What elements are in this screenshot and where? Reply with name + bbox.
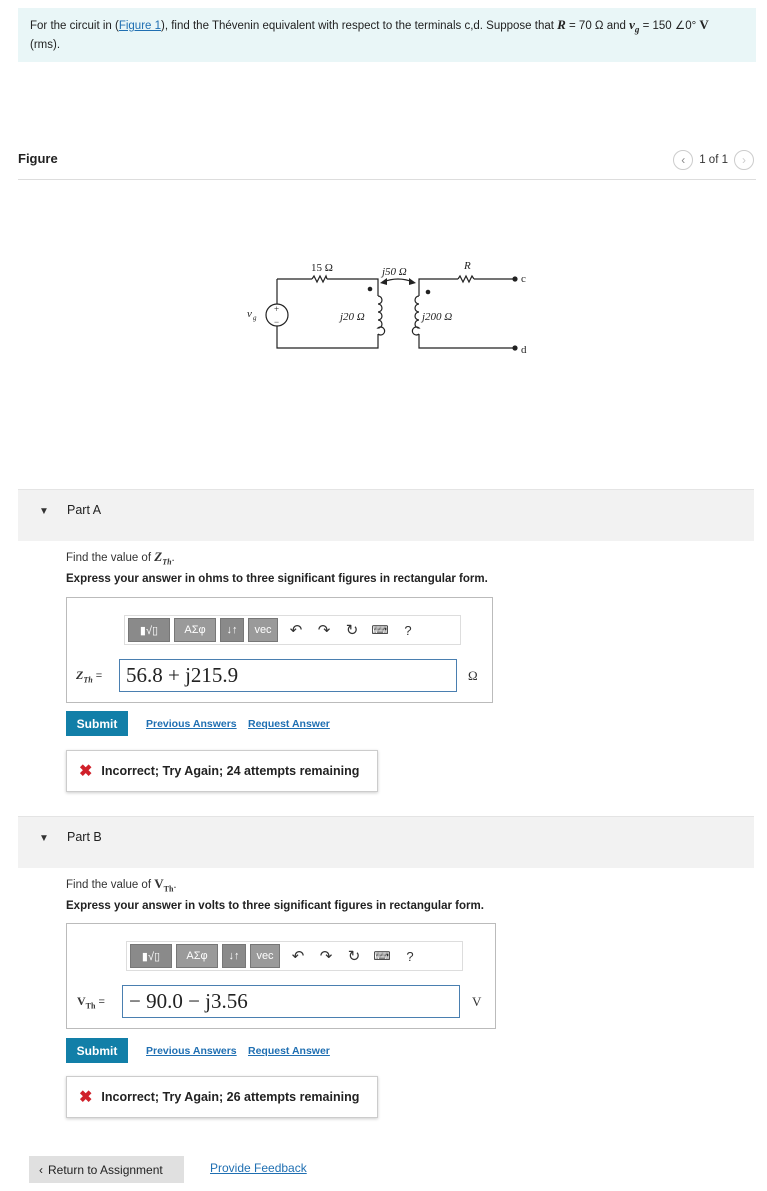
collapse-triangle-icon[interactable]: ▼ bbox=[39, 833, 49, 844]
reset-icon[interactable]: ↻ bbox=[347, 948, 361, 965]
vec-button[interactable]: vec bbox=[248, 618, 278, 642]
templates-button[interactable]: ▮√▯ bbox=[130, 944, 172, 968]
label-j50: j50 Ω bbox=[382, 266, 407, 278]
part-b-question: Find the value of $V_{Th}$. bbox=[66, 876, 177, 894]
greek-button[interactable]: ΑΣφ bbox=[176, 944, 218, 968]
problem-statement: For the circuit in (Figure 1), find the Thévenin equivalent with respect to the terminals c,d. Suppose that R = 70 Ω and $v_g = 150$ ∠0° V (rms). bbox=[18, 8, 756, 62]
circuit-diagram bbox=[230, 250, 550, 365]
keyboard-icon[interactable]: ⌨ bbox=[371, 623, 389, 637]
part-a-question: Find the value of $Z_{Th}$. bbox=[66, 549, 175, 567]
pager-text: 1 of 1 bbox=[699, 154, 728, 166]
part-b-answer-input[interactable]: − 90.0 − j3.56 bbox=[122, 985, 460, 1018]
part-a-answer-box bbox=[66, 597, 493, 703]
part-b-toolbar bbox=[126, 941, 463, 971]
chevron-right-icon[interactable]: › bbox=[734, 150, 754, 170]
part-b-submit-button[interactable]: Submit bbox=[66, 1038, 128, 1063]
redo-icon[interactable]: ↷ bbox=[319, 948, 333, 965]
part-b-header[interactable] bbox=[18, 816, 754, 868]
undo-icon[interactable]: ↶ bbox=[291, 948, 305, 965]
label-terminal-c: c bbox=[521, 273, 526, 285]
label-vg: v bbox=[247, 308, 252, 320]
part-a-submit-button[interactable]: Submit bbox=[66, 711, 128, 736]
part-a-request-answer-link[interactable]: Request Answer bbox=[248, 718, 330, 730]
part-a-answer-label: $Z_{Th}$ = bbox=[76, 668, 103, 685]
help-button[interactable]: ? bbox=[404, 622, 412, 638]
return-to-assignment-button[interactable]: ‹ Return to Assignment bbox=[29, 1156, 184, 1183]
part-b-instruction: Express your answer in volts to three significant figures in rectangular form. bbox=[66, 900, 484, 912]
part-a-toolbar bbox=[124, 615, 461, 645]
part-a-unit: Ω bbox=[468, 668, 478, 683]
label-R: R bbox=[464, 260, 471, 272]
label-15-ohm: 15 Ω bbox=[311, 262, 333, 274]
keyboard-icon[interactable]: ⌨ bbox=[373, 949, 391, 963]
error-x-icon: ✖ bbox=[79, 1089, 93, 1106]
vec-button[interactable]: vec bbox=[250, 944, 280, 968]
figure-title: Figure bbox=[18, 151, 58, 166]
chevron-left-icon: ‹ bbox=[39, 1162, 43, 1177]
figure-header bbox=[18, 148, 756, 180]
figure-pager bbox=[673, 150, 754, 170]
part-a-instruction: Express your answer in ohms to three significant figures in rectangular form. bbox=[66, 573, 488, 585]
figure-link[interactable]: Figure 1 bbox=[118, 20, 162, 32]
redo-icon[interactable]: ↷ bbox=[317, 622, 331, 639]
part-b-unit: V bbox=[472, 994, 482, 1009]
part-b-feedback: ✖ Incorrect; Try Again; 26 attempts remaining bbox=[66, 1076, 378, 1118]
part-a-feedback: ✖ Incorrect; Try Again; 24 attempts remaining bbox=[66, 750, 378, 792]
subscript-button[interactable]: ↓↑ bbox=[220, 618, 244, 642]
part-a-label: Part A bbox=[67, 503, 102, 517]
part-b-answer-label: $V_{Th}$ = bbox=[77, 994, 105, 1011]
part-b-previous-answers-link[interactable]: Previous Answers bbox=[146, 1045, 237, 1057]
subscript-button[interactable]: ↓↑ bbox=[222, 944, 246, 968]
label-minus: − bbox=[274, 317, 280, 327]
label-vg-sub: g bbox=[253, 314, 257, 322]
undo-icon[interactable]: ↶ bbox=[289, 622, 303, 639]
label-terminal-d: d bbox=[521, 344, 527, 356]
part-a-previous-answers-link[interactable]: Previous Answers bbox=[146, 718, 237, 730]
part-b-request-answer-link[interactable]: Request Answer bbox=[248, 1045, 330, 1057]
templates-button[interactable]: ▮√▯ bbox=[128, 618, 170, 642]
help-button[interactable]: ? bbox=[406, 948, 414, 964]
label-j20: j20 Ω bbox=[340, 311, 365, 323]
chevron-left-icon[interactable]: ‹ bbox=[673, 150, 693, 170]
greek-button[interactable]: ΑΣφ bbox=[174, 618, 216, 642]
part-b-answer-box bbox=[66, 923, 496, 1029]
part-a-header[interactable] bbox=[18, 489, 754, 541]
part-a-answer-input[interactable]: 56.8 + j215.9 bbox=[119, 659, 457, 692]
part-b-label: Part B bbox=[67, 830, 102, 844]
collapse-triangle-icon[interactable]: ▼ bbox=[39, 506, 49, 517]
label-j200: j200 Ω bbox=[422, 311, 453, 323]
label-plus: + bbox=[274, 304, 280, 314]
reset-icon[interactable]: ↻ bbox=[345, 622, 359, 639]
provide-feedback-link[interactable]: Provide Feedback bbox=[210, 1161, 307, 1175]
error-x-icon: ✖ bbox=[79, 763, 93, 780]
